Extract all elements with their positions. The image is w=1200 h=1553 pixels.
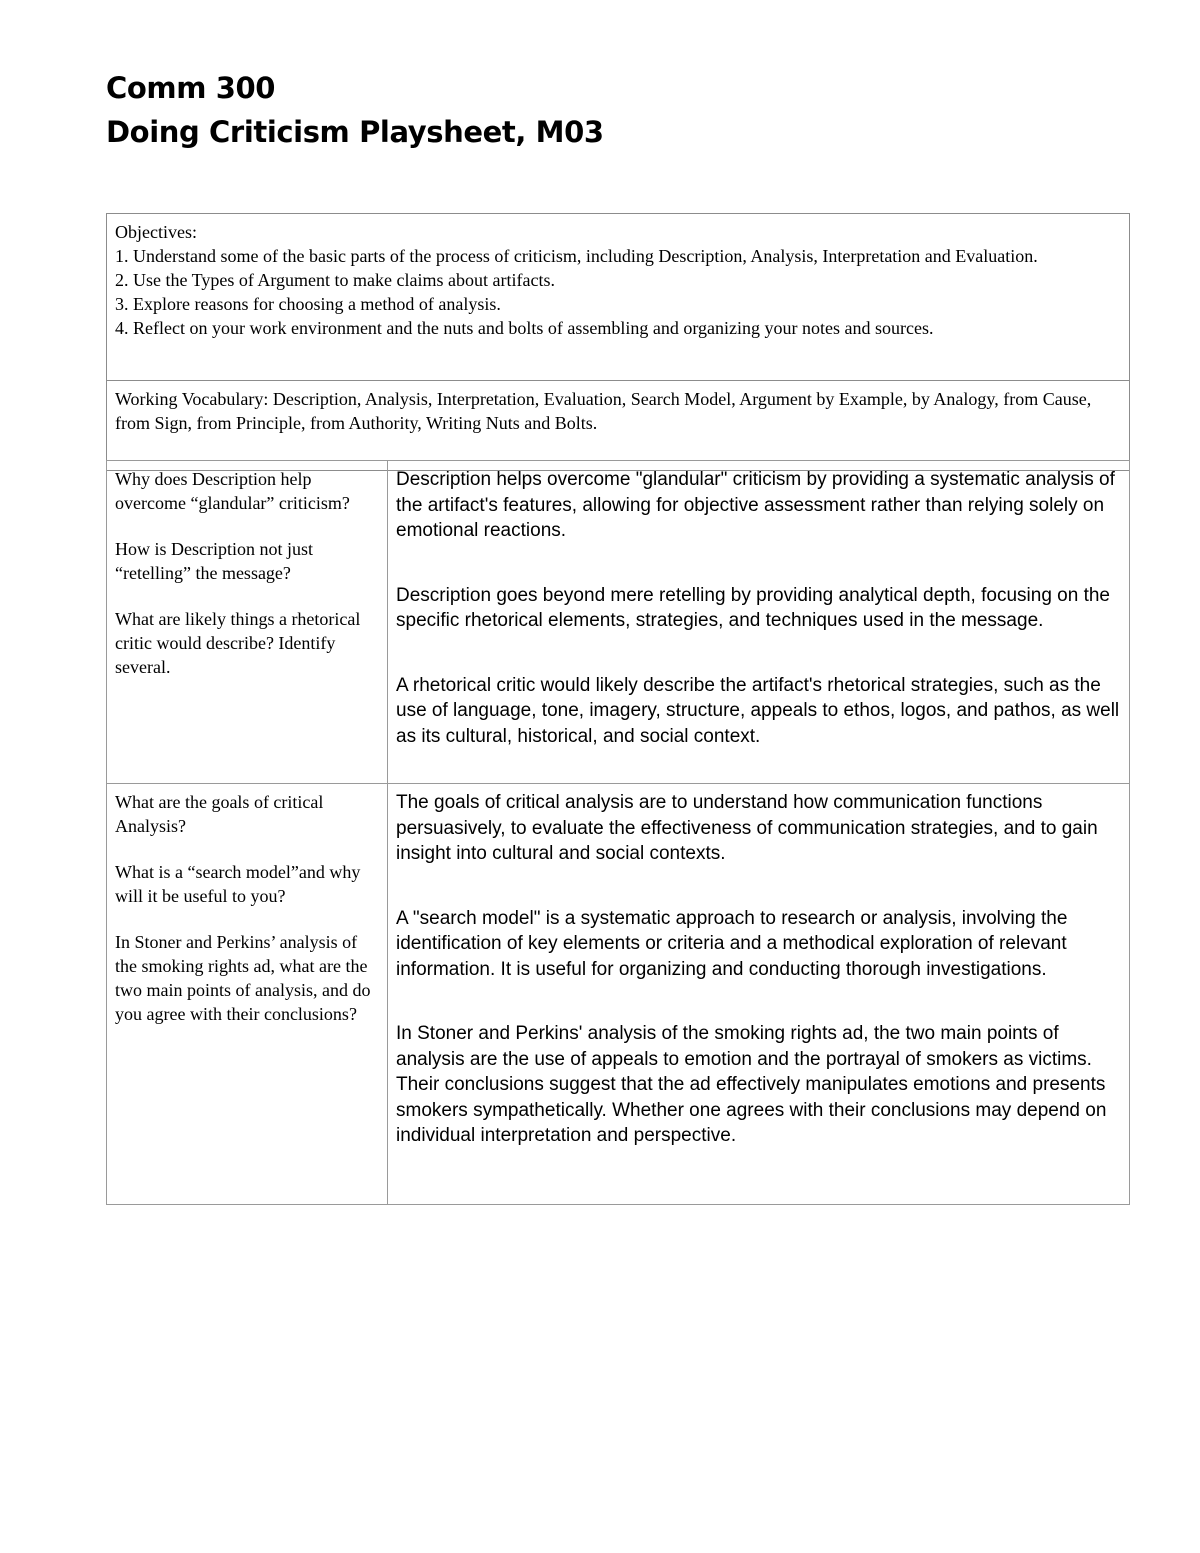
- question-text: What is a “search model”and why will it be useful to you?: [115, 862, 361, 906]
- answer-text: A rhetorical critic would likely describe the artifact's rhetorical strategies, such as the use of language, tone, imagery, structure, appeals to ethos, logos, and pathos, as well as its cultural, historical, and social context.: [396, 674, 1120, 747]
- course-title: Comm 300: [106, 71, 276, 105]
- question-cell: [107, 784, 388, 1205]
- question-text: What are likely things a rhetorical critic would describe? Identify several.: [115, 609, 361, 677]
- objective-item: 1. Understand some of the basic parts of the process of criticism, including Description, Analysis, Interpretation and Evaluation.: [115, 246, 1038, 266]
- analysis-section-row: [107, 784, 1130, 1205]
- question-text: How is Description not just “retelling” the message?: [115, 539, 313, 583]
- objectives-table: [106, 213, 1130, 471]
- answer-cell[interactable]: [388, 461, 1130, 784]
- vocabulary-cell: [107, 381, 1130, 471]
- answer-text: The goals of critical analysis are to understand how communication functions persuasively, to evaluate the effectiveness of communication strategies, and to gain insight into cultural and social contexts.: [396, 792, 1098, 864]
- question-text: In Stoner and Perkins’ analysis of the smoking rights ad, what are the two main points of analysis, and do you agree with their conclusions?: [115, 932, 371, 1024]
- question-cell: [107, 461, 388, 784]
- vocabulary-row: [107, 381, 1130, 471]
- document-header: [106, 66, 604, 154]
- objectives-heading: Objectives:: [115, 222, 197, 242]
- vocabulary-text: Working Vocabulary: Description, Analysis, Interpretation, Evaluation, Search Model, Argument by Example, by Analogy, from Cause, from Sign, from Principle, from Authority, Writing Nuts and Bolts.: [115, 389, 1092, 433]
- answer-text: Description helps overcome "glandular" criticism by providing a systematic analysis of the artifact's features, allowing for objective assessment rather than relying solely on emotional reactions.: [396, 469, 1115, 541]
- question-answer-table: [106, 460, 1130, 1205]
- objectives-row: [107, 214, 1130, 381]
- objectives-cell: [107, 214, 1130, 381]
- objective-item: 2. Use the Types of Argument to make claims about artifacts.: [115, 270, 555, 290]
- objective-item: 4. Reflect on your work environment and the nuts and bolts of assembling and organizing your notes and sources.: [115, 318, 934, 338]
- answer-text: Description goes beyond mere retelling by providing analytical depth, focusing on the specific rhetorical elements, strategies, and techniques used in the message.: [396, 584, 1110, 631]
- answer-cell[interactable]: [388, 784, 1130, 1205]
- answer-text: In Stoner and Perkins' analysis of the smoking rights ad, the two main points of analysis are the use of appeals to emotion and the portrayal of smokers as victims. Their conclusions suggest that the ad effectively manipulates emotions and presents smokers sympathetically. Whether one agrees with their conclusions may depend on individual interpretation and perspective.: [396, 1023, 1107, 1146]
- description-section-row: [107, 461, 1130, 784]
- objective-item: 3. Explore reasons for choosing a method of analysis.: [115, 294, 501, 314]
- question-text: Why does Description help overcome “glandular” criticism?: [115, 469, 350, 513]
- page-title: Doing Criticism Playsheet, M03: [106, 115, 604, 149]
- answer-text: A "search model" is a systematic approach to research or analysis, involving the identification of key elements or criteria and a methodical exploration of relevant information. It is useful for organizing and conducting thorough investigations.: [396, 907, 1068, 980]
- question-text: What are the goals of critical Analysis?: [115, 792, 324, 836]
